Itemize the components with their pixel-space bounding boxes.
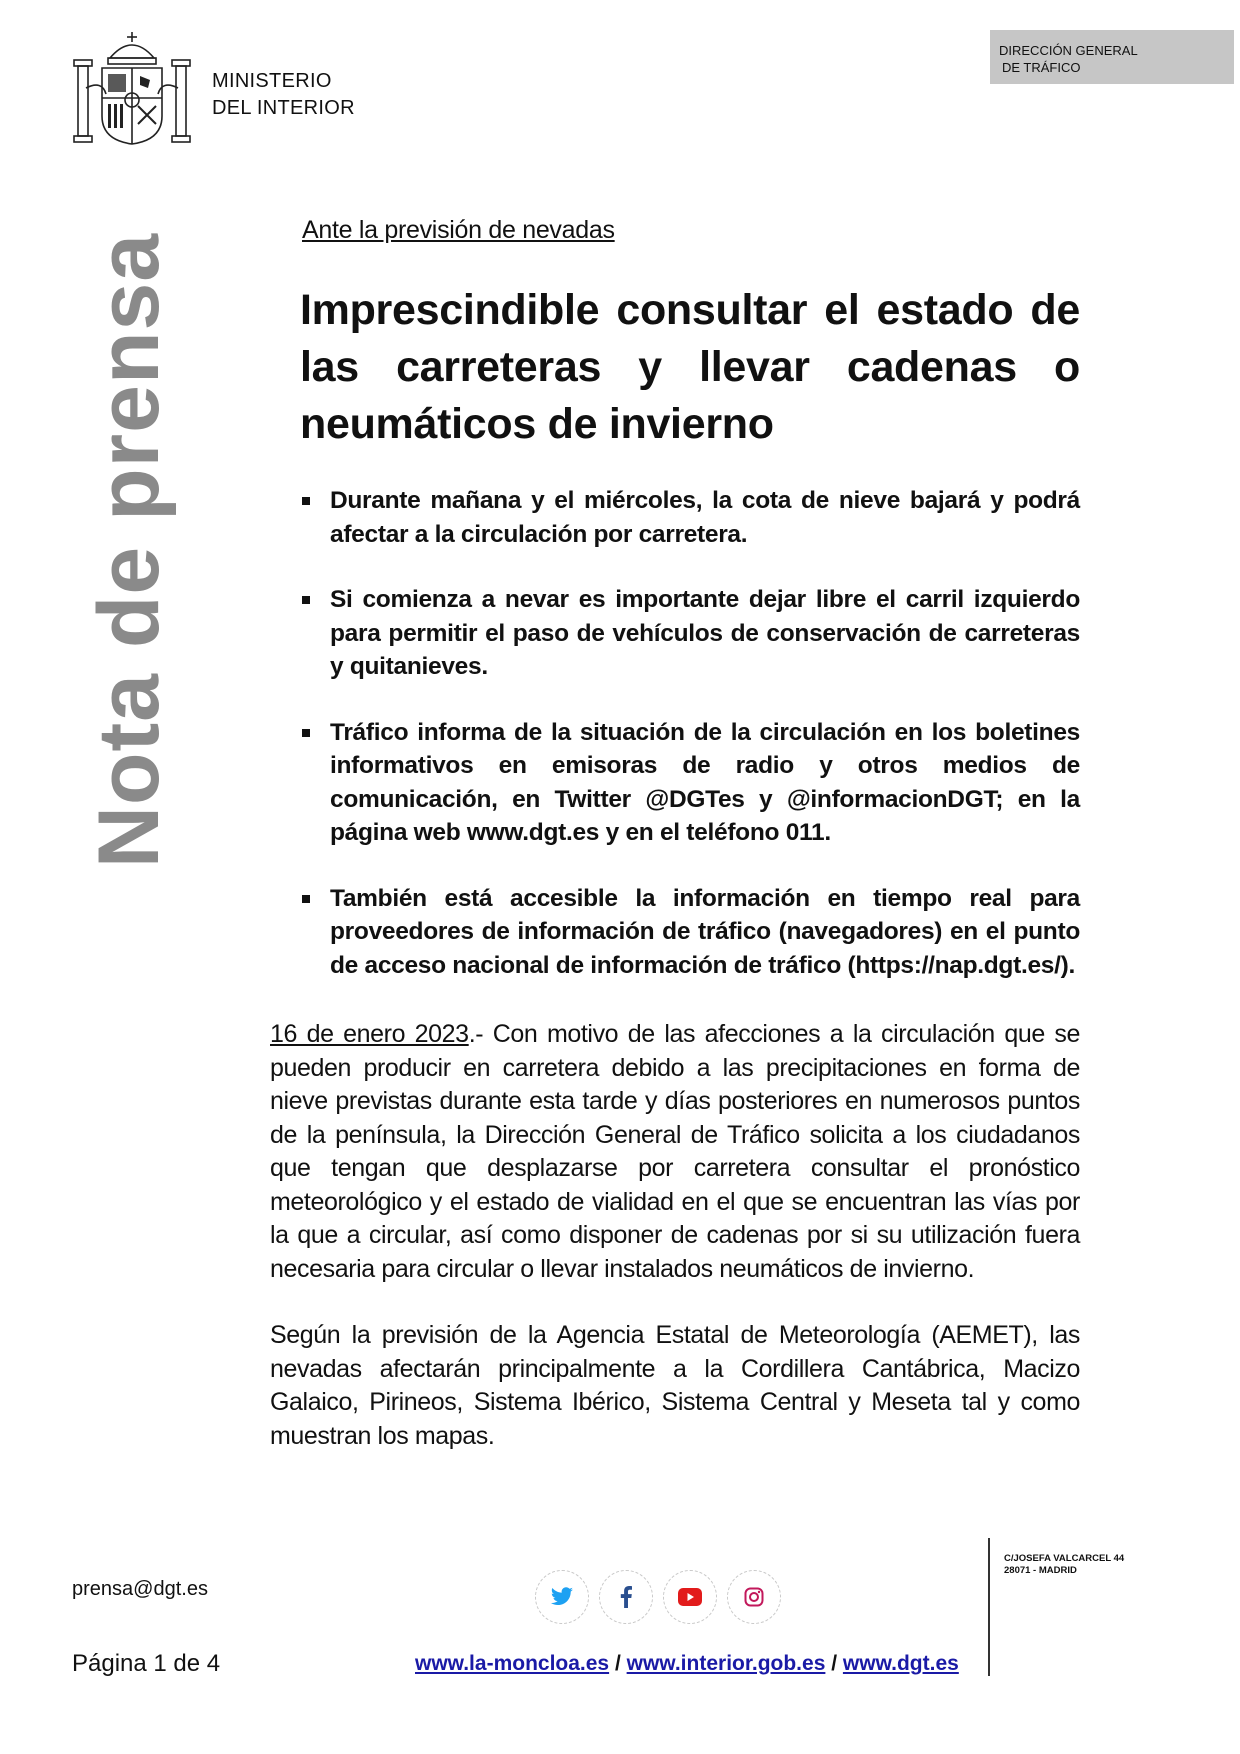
body-paragraph-2: Según la previsión de la Agencia Estatal de Meteorología (AEMET), las nevadas afectarán principalmente a la Cordillera Cantábrica, Macizo Galaico, Pirineos, Sistema Ibérico, Sistema Central y Meseta tal y como muestran los mapas. — [270, 1321, 1080, 1450]
ministry-line-2: DEL INTERIOR — [212, 97, 355, 119]
list-item — [300, 484, 1080, 551]
youtube-icon[interactable] — [663, 1570, 717, 1624]
release-date: 16 de enero 2023 — [270, 1020, 469, 1048]
paragraph-1-text: .- Con motivo de las afecciones a la circulación que se pueden producir en carretera debido a las precipitaciones en forma de nieve previstas durante esta tarde y días posteriores en numerosos puntos de la península, la Dirección General de Tráfico solicita a los ciudadanos que tengan que desplazarse por carretera consultar el pronóstico meteorológico y el estado de vialidad en el que se encuentran las vías por la que a circular, así como disponer de cadenas por si su utilización fuera necesaria para circular o llevar instalados neumáticos de invierno. — [270, 1020, 1081, 1283]
bullet-text: Tráfico informa de la situación de la circulación en los boletines informativos en emisoras de radio y otros medios de comunicación, en Twitter @DGTes y @informacionDGT; en la página web www.dgt.es y en el teléfono 011. — [330, 718, 1080, 846]
dgt-line-1: DIRECCIÓN GENERAL — [999, 43, 1138, 58]
headline: Imprescindible consultar el estado de las carreteras y llevar cadenas o neumáticos de invierno — [300, 286, 1080, 448]
ministry-name — [212, 68, 355, 122]
bullet-text: Si comienza a nevar es importante dejar libre el carril izquierdo para permitir el paso de vehículos de conservación de carreteras y quitanieves. — [330, 586, 1080, 680]
link-separator: / — [609, 1652, 627, 1675]
bullet-square-icon — [302, 895, 310, 903]
facebook-icon[interactable] — [599, 1570, 653, 1624]
footer-divider — [988, 1538, 990, 1676]
key-points-list — [300, 484, 1080, 1014]
bullet-square-icon — [302, 729, 310, 737]
list-item — [300, 716, 1080, 850]
twitter-icon[interactable] — [535, 1570, 589, 1624]
link-separator: / — [825, 1652, 843, 1675]
instagram-icon[interactable] — [727, 1570, 781, 1624]
social-icons — [535, 1570, 781, 1624]
link-la-moncloa[interactable]: www.la-moncloa.es — [415, 1652, 610, 1675]
address — [1004, 1553, 1124, 1577]
footer-links — [415, 1652, 959, 1676]
bullet-square-icon — [302, 497, 310, 505]
kicker: Ante la previsión de nevadas — [302, 216, 615, 244]
press-release-side-label — [80, 232, 180, 868]
side-label-text: Nota de prensa — [81, 232, 178, 868]
coat-of-arms-logo — [72, 28, 192, 150]
bullet-square-icon — [302, 596, 310, 604]
address-line-1: C/JOSEFA VALCARCEL 44 — [1004, 1553, 1125, 1564]
dgt-header-box — [990, 30, 1234, 84]
link-interior[interactable]: www.interior.gob.es — [626, 1652, 826, 1675]
link-dgt[interactable]: www.dgt.es — [842, 1652, 959, 1675]
address-line-2: 28071 - MADRID — [1004, 1565, 1077, 1576]
press-email[interactable]: prensa@dgt.es — [72, 1578, 208, 1600]
dgt-line-2: DE TRÁFICO — [1002, 60, 1081, 75]
ministry-line-1: MINISTERIO — [212, 70, 332, 92]
list-item — [300, 882, 1080, 983]
body-text — [270, 1018, 1080, 1486]
page-number: Página 1 de 4 — [72, 1650, 221, 1677]
bullet-text: También está accesible la información en tiempo real para proveedores de información de tráfico (navegadores) en el punto de acceso nacional de información de tráfico (https://nap.dgt.es/). — [330, 884, 1080, 979]
list-item — [300, 583, 1080, 684]
bullet-text: Durante mañana y el miércoles, la cota de nieve bajará y podrá afectar a la circulación por carretera. — [330, 487, 1080, 548]
body-paragraph-1 — [270, 1018, 1080, 1286]
